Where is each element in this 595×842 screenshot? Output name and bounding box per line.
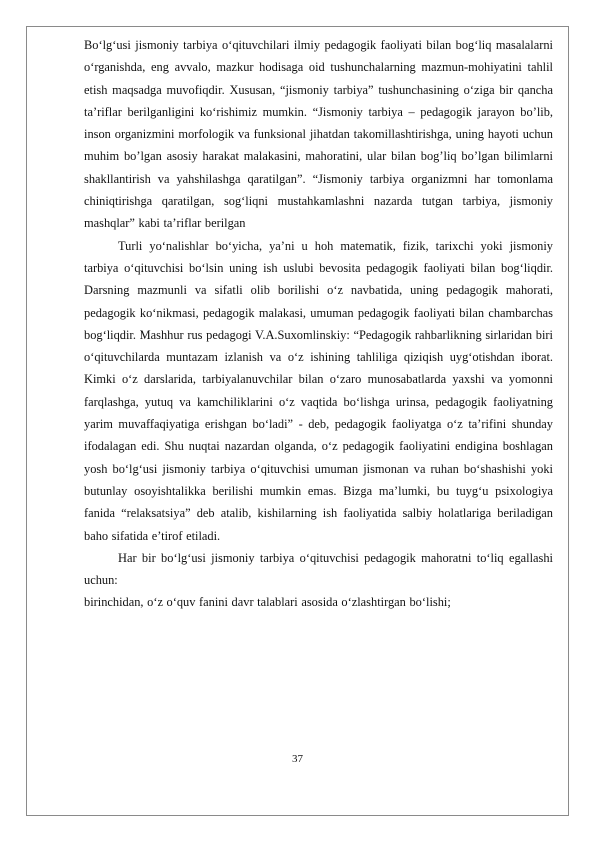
paragraph-pedagogical-activity: Turli yo‘nalishlar bo‘yicha, ya’ni u hoh matematik, fizik, tarixchi yoki jismoniy tarbiya o‘qituvchisi bo‘lsin uning ish uslubi bevosita pedagogik faoliyati bilan bog‘liqdir. Darsning mazmunli va sifatli olib borilishi o‘z navbatida, uning pedagogik mahorati, pedagogik ko‘nikmasi, pedagogik malakasi, umuman pedagogik faoliyati bilan chambarchas bog‘liqdir. Mashhur rus pedagogi V.A.Suxomlinskiy: “Pedagogik rahbarlikning sirlaridan biri o‘qituvchilarda muntazam izlanish va o‘z ishining tahliliga qiziqish uyg‘otishdan iborat. Kimki o‘z darslarida, tarbiyalanuvchilar bilan o‘zaro munosabatlarda yaxshi va yomonni farqlashga, yutuq va kamchiliklarini o‘z vaqtida bo‘lishga urinsa, pedagogik faoliyatning yarim muvaffaqiyatiga erishgan bo‘ladi” - deb, pedagogik faoliyatga o‘z ta’rifini shunday ifodalagan edi. Shu nuqtai nazardan olganda, o‘z pedagogik faoliyatini endigina boshlagan yosh bo‘lg‘usi jismoniy tarbiya o‘qituvchisi umuman jismonan va ruhan bo‘shashishi yoki butunlay osoyishtalikka berilishi mumkin emas. Bizga ma’lumki, bu tuyg‘u psixologiya fanida “relaksatsiya” deb atalib, kishilarning ish faoliyatida salbiy holatlariga beriladigan baho sifatida e’tirof etiladi. [84, 238, 553, 543]
paragraph-mastery-requirement: Har bir bo‘lg‘usi jismoniy tarbiya o‘qituvchisi pedagogik mahoratni to‘liq egallashi uchun: [84, 550, 553, 588]
page-number: 37 [292, 753, 303, 765]
paragraph-definitions: Bo‘lg‘usi jismoniy tarbiya o‘qituvchilari ilmiy pedagogik faoliyati bilan bog‘liq masalalarni o‘rganishda, eng avvalo, mazkur hodisaga oid tushunchalarning mazmun-mohiyatini tahlil etish maqsadga muvofiqdir. Xususan, “jismoniy tarbiya” tushunchasining o‘ziga bir qancha ta’riflar berilganligini ko‘rishimiz mumkin. “Jismoniy tarbiya – pedagogik jarayon bo’lib, inson organizmini morfologik va funksional jihatdan takomillashtirishga, uning hayoti uchun muhim bo’lgan asosiy harakat malakasini, mahoratini, ular bilan bog’liq bo’lgan bilimlarni shakllantirish va yahshilashga qaratilgan”. “Jismoniy tarbiya organizmni har tomonlama chiniqtirishga qaratilgan, sog‘liqni mustahkamlashni nazarda tutgan tarbiya, jismoniy mashqlar” kabi ta’riflar berilgan [84, 38, 553, 231]
document-body [84, 34, 553, 614]
paragraph-first-condition: birinchidan, o‘z o‘quv fanini davr talablari asosida o‘zlashtirgan bo‘lishi; [84, 595, 451, 610]
